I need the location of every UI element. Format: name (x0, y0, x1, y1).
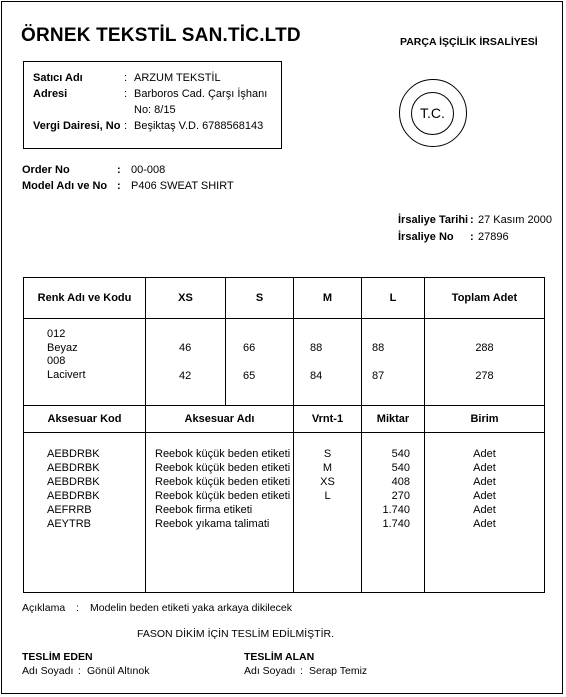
order-no-label: Order No (22, 164, 70, 176)
colon: : (78, 665, 81, 677)
company-name: ÖRNEK TEKSTİL SAN.TİC.LTD (21, 25, 301, 46)
seal-text: T.C. (420, 105, 445, 121)
receiver-name: Serap Temiz (309, 665, 368, 677)
accessory-name: Reebok yıkama talimati (155, 518, 270, 531)
column-header: Vrnt-1 (294, 406, 362, 433)
accessory-name: Reebok küçük beden etiketi (155, 476, 291, 489)
deliverer-name-label: Adı Soyadı (22, 665, 74, 677)
accessory-code: AEBDRBK (47, 476, 100, 489)
accessory-unit: Adet (473, 504, 496, 517)
colon: : (124, 88, 128, 100)
accessory-unit: Adet (473, 490, 496, 503)
qty-l: 88 (372, 342, 385, 354)
accessory-qty: 540 (391, 448, 410, 460)
accessory-variant: L (324, 490, 331, 503)
deliverer-title: TESLİM EDEN (22, 651, 93, 663)
accessory-name: Reebok firma etiketi (155, 504, 253, 517)
qty-m: 84 (310, 370, 323, 382)
delivery-statement: FASON DİKİM İÇİN TESLİM EDİLMİŞTİR. (137, 628, 335, 640)
colon: : (76, 602, 79, 614)
color-name: Lacivert (47, 368, 86, 381)
qty-m: 88 (310, 342, 323, 354)
accessory-unit: Adet (473, 448, 496, 460)
accessory-code: AEFRRB (47, 504, 92, 517)
seller-address-label: Adresi (33, 88, 68, 100)
qty-l: 87 (372, 370, 385, 382)
qty-s: 66 (243, 342, 256, 354)
notes-text: Modelin beden etiketi yaka arkaya dikilecek (90, 602, 292, 614)
accessory-unit: Adet (473, 518, 496, 531)
qty-total: 288 (475, 342, 494, 354)
size-quantity-table (23, 277, 545, 406)
table-row (24, 319, 545, 406)
colon: : (117, 180, 121, 192)
document-type: PARÇA İŞÇİLİK İRSALİYESİ (400, 36, 538, 48)
column-header: Miktar (362, 406, 425, 433)
column-header: Birim (425, 406, 545, 433)
seller-tax-value: Beşiktaş V.D. 6788568143 (134, 120, 264, 132)
color-code: 008 (47, 355, 66, 367)
accessory-code: AEBDRBK (47, 448, 100, 460)
qty-xs: 42 (179, 370, 192, 382)
colon: : (470, 214, 474, 226)
column-header: Aksesuar Adı (146, 406, 294, 433)
qty-total: 278 (475, 370, 494, 382)
column-header: XS (146, 278, 226, 319)
colon: : (117, 164, 121, 176)
column-header: Toplam Adet (425, 278, 545, 319)
qty-s: 65 (243, 370, 256, 382)
column-header: Aksesuar Kod (24, 406, 146, 433)
waybill-date-label: İrsaliye Tarihi (398, 214, 469, 226)
column-header: L (362, 278, 425, 319)
color-name: Beyaz (47, 341, 78, 354)
column-header: Renk Adı ve Kodu (24, 278, 146, 319)
order-no-value: 00-008 (131, 164, 166, 176)
accessory-name: Reebok küçük beden etiketi (155, 462, 291, 475)
accessory-code: AEBDRBK (47, 462, 100, 475)
color-code: 012 (47, 328, 66, 340)
accessory-qty: 1.740 (382, 518, 410, 531)
accessory-code: AEBDRBK (47, 490, 100, 503)
accessory-qty: 270 (391, 490, 410, 503)
accessory-name: Reebok küçük beden etiketi (155, 448, 291, 460)
accessory-table (23, 405, 545, 593)
column-header: S (226, 278, 294, 319)
column-header: M (294, 278, 362, 319)
accessory-variant: M (322, 462, 333, 475)
seller-address-line2: No: 8/15 (134, 104, 176, 116)
colon: : (124, 120, 128, 132)
accessory-variant: XS (320, 476, 335, 489)
waybill-no-value: 27896 (478, 231, 509, 243)
accessory-qty: 408 (391, 476, 410, 489)
seller-name-value: ARZUM TEKSTİL (134, 72, 221, 84)
waybill-date-value: 27 Kasım 2000 (478, 214, 552, 226)
notes-label: Açıklama (22, 602, 66, 614)
receiver-name-label: Adı Soyadı (244, 665, 296, 677)
colon: : (300, 665, 303, 677)
seller-tax-label: Vergi Dairesi, No (33, 120, 121, 132)
table-row (24, 433, 545, 593)
seller-name-label: Satıcı Adı (33, 72, 83, 84)
deliverer-name: Gönül Altınok (87, 665, 150, 677)
receiver-title: TESLİM ALAN (244, 651, 315, 663)
seller-info-box (23, 61, 282, 149)
accessory-unit: Adet (473, 476, 496, 489)
qty-xs: 46 (179, 342, 192, 354)
accessory-code: AEYTRB (47, 518, 92, 531)
waybill-no-label: İrsaliye No (398, 231, 454, 243)
accessory-name: Reebok küçük beden etiketi (155, 490, 291, 503)
accessory-qty: 1.740 (382, 504, 410, 517)
colon: : (470, 231, 474, 243)
accessory-qty: 540 (391, 462, 410, 475)
accessory-variant: S (323, 448, 332, 460)
accessory-unit: Adet (473, 462, 496, 475)
seller-address-line1: Barboros Cad. Çarşı İşhanı (134, 88, 268, 100)
model-label: Model Adı ve No (22, 180, 108, 192)
colon: : (124, 72, 128, 84)
model-value: P406 SWEAT SHIRT (131, 180, 234, 192)
